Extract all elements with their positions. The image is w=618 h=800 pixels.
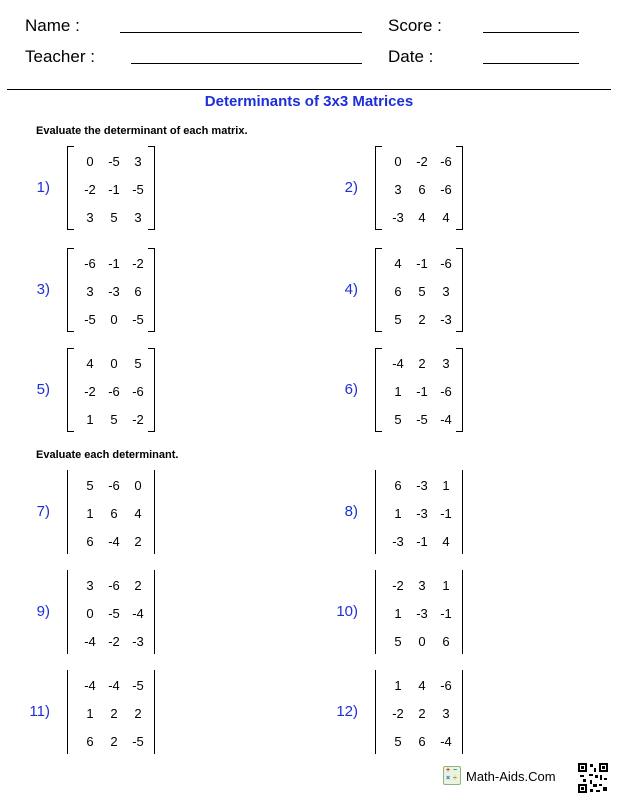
matrix-entry: -4 — [440, 412, 452, 427]
matrix-entry: 5 — [394, 412, 402, 427]
matrix-entry: 5 — [394, 634, 402, 649]
name-label: Name : — [25, 16, 80, 35]
matrix-entry: -2 — [392, 578, 404, 593]
matrix-entry: -6 — [440, 182, 452, 197]
matrix-entry: 6 — [418, 734, 426, 749]
matrix-entry: 5 — [134, 356, 142, 371]
matrix-entry: -4 — [392, 356, 404, 371]
matrix-entry: -4 — [108, 534, 120, 549]
matrix-entry: -1 — [108, 256, 120, 271]
matrix-entry: 1 — [86, 706, 94, 721]
matrix-entry: 4 — [134, 506, 142, 521]
matrix-entry: 1 — [86, 412, 94, 427]
matrix-entry: -2 — [132, 412, 144, 427]
calculator-icon: + − × ÷ — [443, 766, 461, 785]
matrix-entry: 3 — [442, 284, 450, 299]
matrix-entry: -2 — [84, 182, 96, 197]
matrix-entry: 3 — [134, 210, 142, 225]
matrix-entry: 4 — [442, 210, 450, 225]
matrix-entry: 6 — [86, 734, 94, 749]
matrix-entry: 2 — [418, 706, 426, 721]
matrix-entry: -6 — [440, 154, 452, 169]
matrix-entry: -6 — [108, 384, 120, 399]
problem-number: 9) — [36, 603, 50, 620]
matrix-entry: 5 — [86, 478, 94, 493]
date-label: Date : — [388, 47, 434, 66]
matrix — [67, 146, 155, 230]
matrix-entry: 6 — [134, 284, 142, 299]
matrix-entry: -3 — [416, 478, 428, 493]
matrix-entry: -4 — [108, 678, 120, 693]
matrix-entry: 5 — [110, 210, 118, 225]
matrix-entry: 6 — [86, 534, 94, 549]
matrix-entry: 1 — [394, 606, 402, 621]
matrix-entry: 3 — [86, 210, 94, 225]
matrix-entry: -5 — [84, 312, 96, 327]
matrix-entry: -1 — [416, 256, 428, 271]
matrix-entry: -6 — [108, 478, 120, 493]
teacher-line[interactable] — [131, 63, 362, 64]
matrix-entry: 4 — [442, 534, 450, 549]
matrix-entry: 2 — [110, 706, 118, 721]
matrix-entry: -5 — [132, 182, 144, 197]
problem-number: 1) — [36, 179, 50, 196]
matrix-entry: -6 — [108, 578, 120, 593]
matrix-entry: 0 — [394, 154, 402, 169]
determinant — [67, 470, 155, 554]
matrix-entry: -6 — [84, 256, 96, 271]
matrix-entry: 2 — [134, 706, 142, 721]
matrix-entry: -6 — [440, 384, 452, 399]
matrix-entry: 0 — [110, 312, 118, 327]
problem-number: 10) — [336, 603, 358, 620]
matrix-entry: -6 — [132, 384, 144, 399]
problem-number: 4) — [344, 281, 358, 298]
matrix-entry: 1 — [394, 678, 402, 693]
determinant — [375, 670, 463, 754]
determinant — [67, 570, 155, 654]
matrix-entry: -5 — [416, 412, 428, 427]
header-divider — [7, 89, 611, 90]
matrix — [375, 348, 463, 432]
matrix-entry: -5 — [132, 678, 144, 693]
teacher-label: Teacher : — [25, 47, 95, 66]
score-label: Score : — [388, 16, 442, 35]
matrix-entry: 3 — [394, 182, 402, 197]
matrix-entry: 0 — [134, 478, 142, 493]
section1-instruction: Evaluate the determinant of each matrix. — [36, 125, 248, 137]
matrix — [375, 248, 463, 332]
matrix-entry: 6 — [394, 284, 402, 299]
matrix-entry: 1 — [394, 384, 402, 399]
problem-number: 8) — [344, 503, 358, 520]
matrix-entry: 3 — [442, 706, 450, 721]
section2-instruction: Evaluate each determinant. — [36, 449, 179, 461]
date-line[interactable] — [483, 63, 579, 64]
matrix-entry: 0 — [86, 606, 94, 621]
determinant — [375, 570, 463, 654]
matrix-entry: -1 — [440, 606, 452, 621]
matrix-entry: 0 — [110, 356, 118, 371]
matrix-entry: -1 — [108, 182, 120, 197]
problem-number: 12) — [336, 703, 358, 720]
matrix-entry: 0 — [418, 634, 426, 649]
matrix-entry: -3 — [132, 634, 144, 649]
matrix-entry: 3 — [134, 154, 142, 169]
matrix — [375, 146, 463, 230]
matrix-entry: 5 — [394, 734, 402, 749]
brand-name[interactable]: Math-Aids.Com — [466, 769, 556, 784]
matrix-entry: -6 — [440, 678, 452, 693]
matrix-entry: 6 — [110, 506, 118, 521]
matrix-entry: 1 — [442, 478, 450, 493]
matrix-entry: 5 — [110, 412, 118, 427]
matrix-entry: 4 — [86, 356, 94, 371]
matrix-entry: 1 — [394, 506, 402, 521]
matrix-entry: 2 — [418, 312, 426, 327]
matrix-entry: -5 — [132, 312, 144, 327]
qr-code-icon — [578, 763, 608, 793]
problem-number: 6) — [344, 381, 358, 398]
matrix-entry: -3 — [392, 210, 404, 225]
matrix-entry: -6 — [440, 256, 452, 271]
matrix — [67, 348, 155, 432]
matrix-entry: -2 — [416, 154, 428, 169]
matrix-entry: 3 — [86, 578, 94, 593]
matrix-entry: -5 — [108, 606, 120, 621]
matrix-entry: 6 — [442, 634, 450, 649]
matrix-entry: 6 — [418, 182, 426, 197]
matrix-entry: -1 — [416, 384, 428, 399]
matrix-entry: 2 — [110, 734, 118, 749]
problem-number: 7) — [36, 503, 50, 520]
matrix-entry: -4 — [84, 634, 96, 649]
determinant — [375, 470, 463, 554]
matrix-entry: 5 — [418, 284, 426, 299]
matrix-entry: -3 — [416, 606, 428, 621]
determinant — [67, 670, 155, 754]
matrix-entry: 2 — [134, 578, 142, 593]
matrix-entry: 2 — [134, 534, 142, 549]
matrix-entry: 2 — [418, 356, 426, 371]
matrix-entry: -2 — [84, 384, 96, 399]
matrix-entry: -3 — [392, 534, 404, 549]
matrix-entry: -2 — [392, 706, 404, 721]
score-line[interactable] — [483, 32, 579, 33]
matrix-entry: 3 — [86, 284, 94, 299]
matrix-entry: 0 — [86, 154, 94, 169]
matrix-entry: 4 — [394, 256, 402, 271]
matrix-entry: 3 — [442, 356, 450, 371]
worksheet-title: Determinants of 3x3 Matrices — [204, 93, 414, 110]
problem-number: 2) — [344, 179, 358, 196]
matrix-entry: 4 — [418, 210, 426, 225]
matrix-entry: -5 — [108, 154, 120, 169]
matrix-entry: -4 — [84, 678, 96, 693]
matrix-entry: 3 — [418, 578, 426, 593]
matrix-entry: -4 — [440, 734, 452, 749]
matrix-entry: -2 — [132, 256, 144, 271]
matrix-entry: -3 — [440, 312, 452, 327]
matrix-entry: -3 — [108, 284, 120, 299]
matrix-entry: -1 — [440, 506, 452, 521]
matrix — [67, 248, 155, 332]
problem-number: 11) — [29, 703, 50, 720]
problem-number: 5) — [36, 381, 50, 398]
matrix-entry: -4 — [132, 606, 144, 621]
matrix-entry: -3 — [416, 506, 428, 521]
name-line[interactable] — [120, 32, 362, 33]
problem-number: 3) — [36, 281, 50, 298]
matrix-entry: 6 — [394, 478, 402, 493]
matrix-entry: -1 — [416, 534, 428, 549]
matrix-entry: 1 — [442, 578, 450, 593]
matrix-entry: 1 — [86, 506, 94, 521]
matrix-entry: -5 — [132, 734, 144, 749]
matrix-entry: 4 — [418, 678, 426, 693]
matrix-entry: -2 — [108, 634, 120, 649]
matrix-entry: 5 — [394, 312, 402, 327]
